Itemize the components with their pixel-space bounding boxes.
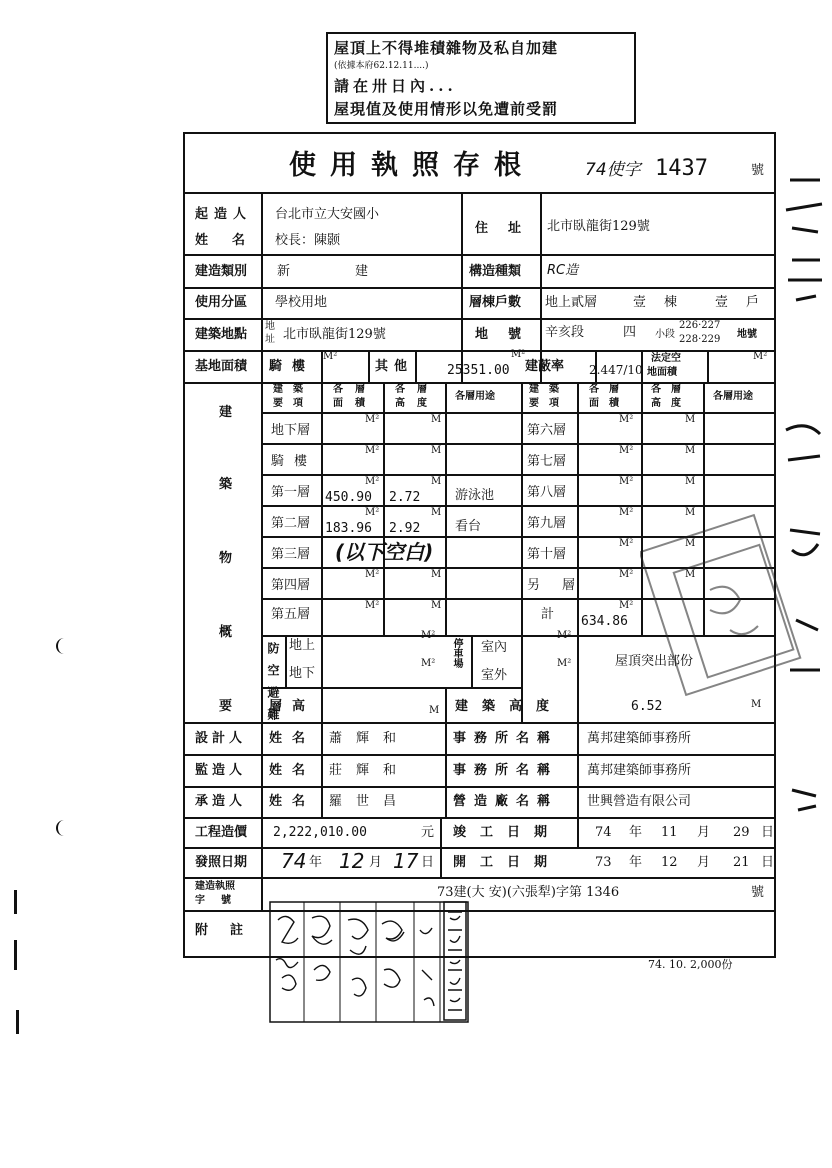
header-height-1-right: 各層: [651, 384, 691, 395]
floor-use-2f: 看台: [455, 519, 482, 534]
unit-m2: M²: [619, 600, 634, 611]
grid-line: [185, 847, 774, 849]
grid-line: [185, 817, 774, 819]
applicant-address: 北市臥龍街129號: [547, 219, 650, 234]
grid-line: [707, 350, 709, 382]
grid-line: [185, 754, 774, 756]
unit-m: M: [685, 538, 696, 549]
lot-numbers-2: 228·229: [679, 334, 721, 345]
permit-value: 73建(大 安)(六張犁)字第 1346: [437, 885, 620, 900]
unit-m: M: [431, 569, 442, 580]
blank-below-note: (以下空白): [335, 540, 434, 564]
contractor-name-label: 姓名: [269, 794, 316, 809]
grid-line: [185, 350, 774, 352]
header-use-right: 各層用途: [713, 391, 753, 402]
floor-use-1f: 游泳池: [455, 488, 495, 503]
floor-name-8f: 第八層: [527, 485, 567, 500]
designer-office-label: 事務所名稱: [453, 731, 559, 746]
issue-year: 74: [281, 849, 307, 873]
building-height-value: 6.52: [631, 699, 663, 714]
permit-number-suffix: 號: [751, 163, 765, 178]
cost-unit: 元: [421, 825, 435, 840]
start-date-label: 開工日期: [453, 855, 562, 870]
unit-m: M: [685, 476, 696, 487]
civil-defense-above: 地上: [289, 638, 316, 653]
header-item-2: 要項: [273, 398, 313, 409]
usage-zone-label: 使用分區: [195, 295, 248, 310]
header-area-2: 面積: [333, 398, 377, 409]
floor-name-6f: 第六層: [527, 423, 567, 438]
building-height-unit: M: [751, 699, 762, 710]
page-edge-artifacts: [770, 150, 832, 850]
unit-m2: M²: [365, 414, 380, 425]
designer-office: 萬邦建築師事務所: [587, 731, 692, 746]
page-title: 使用執照存根: [289, 150, 535, 181]
grid-line: [577, 817, 579, 847]
unit-m2: M²: [619, 507, 634, 518]
unit-m2: M²: [619, 414, 634, 425]
unit-m2: M²: [619, 445, 634, 456]
applicant-label: 起造人: [195, 207, 253, 222]
issue-m: 月: [369, 855, 383, 870]
grid-line: [368, 350, 370, 382]
unit-m2: M²: [557, 658, 572, 669]
start-year: 73: [595, 855, 612, 870]
building-type-2: 建: [355, 264, 369, 279]
lot-label: 地號: [475, 327, 542, 342]
top-warning-stamp: [326, 32, 636, 124]
designer-name-label: 姓名: [269, 731, 316, 746]
unit-m: M: [431, 600, 442, 611]
grid-line: [577, 722, 579, 817]
completion-month: 11: [661, 825, 678, 840]
grid-line: [261, 412, 774, 414]
applicant-name-label: 姓名: [195, 233, 270, 248]
contractor-office-label: 營造廠名稱: [453, 794, 559, 809]
arcade-unit: M²: [323, 351, 338, 362]
grid-line: [261, 687, 521, 689]
unit-m: M: [685, 445, 696, 456]
supervisor-office: 萬邦建築師事務所: [587, 763, 692, 778]
grid-line: [185, 877, 774, 879]
legal-open-space-unit: M²: [753, 351, 768, 362]
unit-m: M: [431, 445, 442, 456]
cost-value: 2,222,010.00: [273, 825, 367, 840]
floors-label: 層棟戶數: [469, 295, 522, 310]
permit-label-2: 字號: [195, 895, 247, 906]
usage-zone-value: 學校用地: [275, 295, 328, 310]
issue-y: 年: [309, 855, 323, 870]
grid-line: [445, 722, 447, 817]
unit-m2: M²: [421, 630, 436, 641]
issue-day: 17: [393, 849, 419, 873]
unit-m2: M²: [365, 600, 380, 611]
parking-label: 停車場: [451, 638, 462, 668]
floor-area-2f: 183.96: [325, 521, 372, 536]
floor-name-2f: 第二層: [271, 516, 311, 531]
unit-m2: M²: [619, 476, 634, 487]
contractor-label: 承造人: [195, 794, 247, 809]
coverage-label: 建蔽率: [525, 359, 565, 374]
legal-open-space-label-2: 地面積: [647, 367, 677, 378]
floor-name-4f: 第四層: [271, 578, 311, 593]
designer-label: 設計人: [195, 731, 247, 746]
grid-line: [440, 817, 442, 877]
grid-line: [461, 192, 463, 382]
grid-line: [185, 192, 774, 194]
issue-month: 12: [339, 849, 365, 873]
unit-m2: M²: [619, 569, 634, 580]
permit-label-1: 建造執照: [195, 881, 235, 892]
coverage-value: 2.447/10: [589, 363, 643, 377]
header-use-left: 各層用途: [455, 391, 495, 402]
civil-defense-label: 防空避難: [266, 642, 280, 730]
other-area-value: 25351.00: [447, 363, 510, 378]
floor-area-1f: 450.90: [325, 490, 372, 505]
supervisor-name: 莊輝和: [329, 763, 411, 778]
header-area-1: 各層: [333, 384, 377, 395]
unit-m: M: [685, 507, 696, 518]
unit-m2: M²: [365, 476, 380, 487]
unit-m2: M²: [557, 630, 572, 641]
supervisor-name-label: 姓名: [269, 763, 316, 778]
overview-side-label-4: 概: [219, 625, 233, 640]
lot-subsection: 四: [623, 325, 637, 340]
unit-m: M: [429, 705, 440, 716]
unit-m2: M²: [421, 658, 436, 669]
punch-hole-mark: [56, 638, 68, 654]
unit-m: M: [431, 414, 442, 425]
legal-open-space-label-1: 法定空: [651, 353, 681, 364]
grid-line: [415, 350, 417, 382]
lot-numbers-1: 226·227: [679, 320, 721, 331]
floor-name-1f: 第一層: [271, 485, 311, 500]
header-area-2-right: 面積: [589, 398, 629, 409]
floor-name-3f: 第三層: [271, 547, 311, 562]
grid-line: [321, 722, 323, 817]
building-type-label: 建造類別: [195, 264, 248, 279]
scan-mark: [16, 1010, 19, 1034]
unit-m2: M²: [365, 445, 380, 456]
floor-total-label: 計: [541, 607, 555, 622]
permit-number: 1437: [655, 156, 708, 181]
approval-seal-block: [268, 900, 472, 1026]
site-address-tag2: 址: [265, 334, 275, 345]
arcade-label: 騎樓: [269, 359, 316, 374]
site-address: 北市臥龍街129號: [283, 327, 386, 342]
grid-line: [445, 687, 447, 722]
floor-name-basement: 地下層: [271, 423, 311, 438]
floor-height-2f: 2.92: [389, 521, 421, 536]
grid-line: [521, 382, 523, 722]
address-label: 住址: [475, 221, 542, 236]
start-y: 年: [629, 855, 643, 870]
cost-label: 工程造價: [195, 825, 248, 840]
floor-name-5f: 第五層: [271, 607, 311, 622]
floor-height-1f: 2.72: [389, 490, 421, 505]
unit-m2: M²: [365, 569, 380, 580]
header-item-2-right: 要項: [529, 398, 569, 409]
header-area-1-right: 各層: [589, 384, 629, 395]
floor-name-7f: 第七層: [527, 454, 567, 469]
header-height-1: 各層: [395, 384, 439, 395]
grid-line: [261, 443, 774, 445]
building-height-label: 建築高度: [455, 699, 564, 714]
grid-line: [285, 635, 287, 687]
applicant-name-line2: 校長：陳颢: [275, 233, 341, 248]
overview-side-label-1: 建: [219, 405, 233, 420]
header-height-2: 高度: [395, 398, 439, 409]
buildings-value: 壹棟: [633, 295, 696, 310]
lot-section: 辛亥段: [545, 325, 585, 340]
grid-line: [471, 635, 473, 687]
site-area-label: 基地面積: [195, 359, 248, 374]
floor-total-area: 634.86: [581, 614, 628, 629]
supervisor-label: 監造人: [195, 763, 247, 778]
lot-small-section: 小段: [655, 329, 675, 340]
stamp-line-2: (依據本府62.12.11....): [334, 61, 429, 71]
scan-mark: [14, 890, 17, 914]
grid-line: [185, 287, 774, 289]
permit-suffix: 號: [751, 885, 765, 900]
completion-year: 74: [595, 825, 612, 840]
other-label: 其他: [375, 359, 414, 374]
grid-line: [261, 192, 263, 910]
issue-date-label: 發照日期: [195, 855, 248, 870]
grid-line: [577, 382, 579, 722]
stamp-line-4: 屋現值及使用情形以免遭前受罰: [334, 100, 559, 118]
overview-side-label-5: 要: [219, 699, 233, 714]
start-m: 月: [697, 855, 711, 870]
roof-protrusion-note: 屋頂突出部份: [615, 654, 694, 669]
completion-y: 年: [629, 825, 643, 840]
designer-name: 蕭輝和: [329, 731, 411, 746]
structure-label: 構造種類: [469, 264, 522, 279]
completion-m: 月: [697, 825, 711, 840]
header-item-1-right: 建築: [529, 384, 569, 395]
grid-line: [185, 786, 774, 788]
notes-label: 附註: [195, 923, 266, 938]
applicant-name-line1: 台北市立大安國小: [275, 207, 380, 222]
unit-m: M: [431, 507, 442, 518]
floor-name-other: 另層: [527, 578, 598, 593]
supervisor-office-label: 事務所名稱: [453, 763, 559, 778]
floor-name-9f: 第九層: [527, 516, 567, 531]
header-height-2-right: 高度: [651, 398, 691, 409]
stamp-line-3: 請在卅日內...: [334, 77, 457, 95]
stamp-line-1: 屋頂上不得堆積雜物及私自加建: [334, 39, 559, 57]
floor-name-10f: 第十層: [527, 547, 567, 562]
unit-m: M: [685, 414, 696, 425]
permit-number-prefix: 74使字: [585, 160, 641, 180]
grid-line: [261, 474, 774, 476]
start-day: 21: [733, 855, 750, 870]
completion-d: 日: [761, 825, 775, 840]
parking-outdoor: 室外: [481, 668, 508, 683]
lot-suffix: 地號: [737, 329, 757, 340]
overview-side-label-3: 物: [219, 551, 233, 566]
completion-label: 竣工日期: [453, 825, 562, 840]
structure-value: RC造: [547, 263, 579, 278]
issue-d: 日: [421, 855, 435, 870]
unit-m: M: [685, 569, 696, 580]
parking-indoor: 室內: [481, 640, 508, 655]
scan-mark: [14, 940, 17, 970]
completion-day: 29: [733, 825, 750, 840]
unit-m: M: [431, 476, 442, 487]
start-d: 日: [761, 855, 775, 870]
other-unit: M²: [511, 349, 526, 360]
contractor-office: 世興營造有限公司: [587, 794, 692, 809]
grid-line: [321, 382, 323, 722]
unit-m2: M²: [619, 538, 634, 549]
floor-name-arcade: 騎樓: [271, 454, 318, 469]
building-type-1: 新: [277, 264, 291, 279]
overview-side-label-2: 築: [219, 477, 233, 492]
grid-line: [185, 254, 774, 256]
site-label: 建築地點: [195, 327, 248, 342]
households-value: 壹戶: [715, 295, 778, 310]
civil-defense-below: 地下: [289, 666, 316, 681]
site-address-tag1: 地: [265, 321, 275, 332]
floors-value: 地上貳層: [545, 295, 598, 310]
storey-height-label: 層高: [269, 699, 316, 714]
punch-hole-mark: [56, 820, 68, 836]
contractor-name: 羅世昌: [329, 794, 411, 809]
start-month: 12: [661, 855, 678, 870]
unit-m2: M²: [365, 507, 380, 518]
print-run-note: 74. 10. 2,000份: [648, 958, 733, 971]
header-item-1: 建築: [273, 384, 313, 395]
